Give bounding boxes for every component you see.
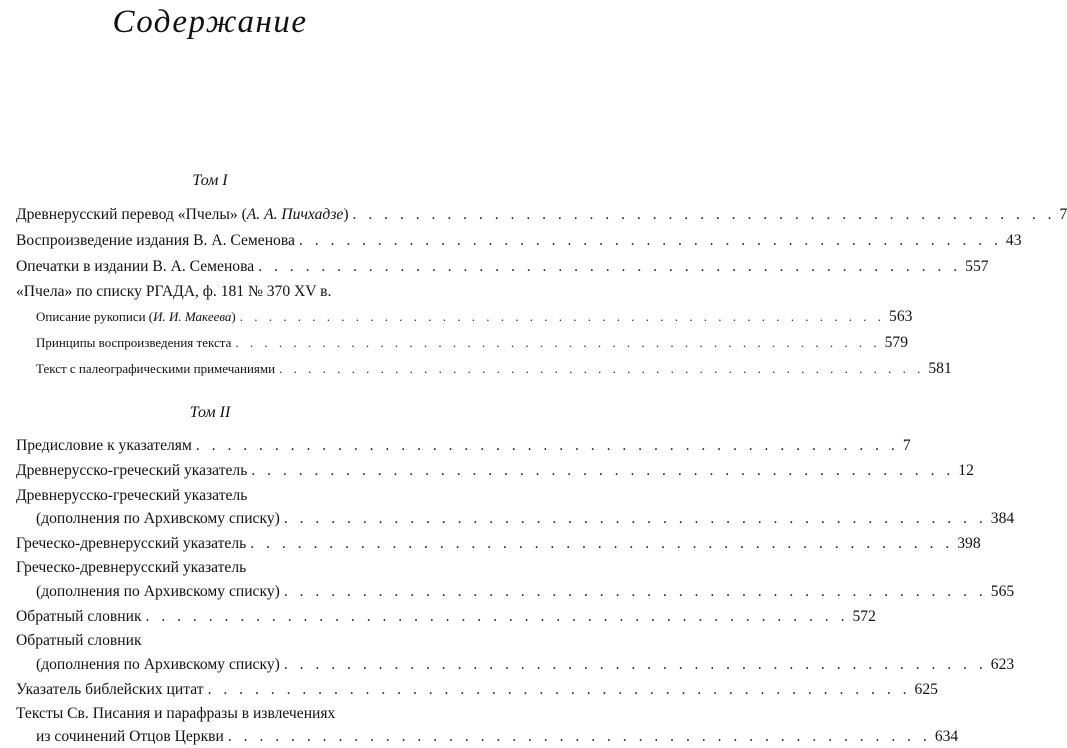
toc-entry-title-continued: (дополнения по Архивскому списку) — [36, 656, 280, 673]
toc-entry-v1-2[interactable] — [16, 229, 1022, 251]
toc-entry-title: Принципы воспроизведения текста — [36, 335, 232, 350]
toc-entry-v2-7b[interactable] — [36, 653, 1015, 675]
toc-entry-v1-5[interactable] — [36, 305, 913, 327]
leader-dots: . . . . . . . . . . . . . . . . . . . . . . . . . . . . . . . . . . . . . . . . . . . . . — [352, 206, 1056, 223]
toc-entry-title: Текст с палеографическими примечаниями — [36, 361, 276, 376]
leader-dots: . . . . . . . . . . . . . . . . . . . . . . . . . . . . . . . . . . . . . . . . . . . . . — [298, 232, 1002, 249]
toc-entry-v1-3[interactable] — [16, 255, 989, 277]
leader-dots: . . . . . . . . . . . . . . . . . . . . . . . . . . . . . . . . . . . . . . . . . . . . . — [258, 258, 962, 275]
toc-entry-v2-9b[interactable] — [36, 725, 959, 747]
toc-entry-page: 563 — [889, 308, 913, 325]
toc-entry-title: Греческо-древнерусский указатель — [16, 559, 247, 576]
leader-dots: . . . . . . . . . . . . . . . . . . . . . . . . . . . . . . . . . . . . . . . . . . . . . — [145, 608, 849, 625]
toc-entry-title: Обратный словник — [16, 608, 142, 625]
toc-entry-page: 398 — [957, 535, 981, 552]
volume-1-heading: Том I — [192, 172, 228, 189]
toc-entry-v1-7[interactable] — [36, 357, 952, 379]
toc-entry-title: «Пчела» по списку РГАДА, ф. 181 № 370 XV в. — [16, 283, 332, 300]
toc-entry-page: 12 — [958, 462, 974, 479]
toc-entry-page: 623 — [990, 656, 1015, 673]
leader-dots: . . . . . . . . . . . . . . . . . . . . . . . . . . . . . . . . . . . . . . . . . . . . . — [283, 583, 987, 600]
toc-entry-page: 384 — [990, 510, 1015, 527]
toc-entry-v2-8[interactable] — [16, 678, 938, 700]
leader-dots: . . . . . . . . . . . . . . . . . . . . . . . . . . . . . . . . . . . . . . . . . . . . . — [250, 535, 954, 552]
toc-entry-page: 7 — [902, 437, 911, 454]
toc-entry-v2-3a[interactable] — [16, 484, 406, 506]
toc-entry-title: Древнерусский перевод «Пчелы» (А. А. Пичхадзе) — [16, 206, 349, 223]
volume-2-heading: Том II — [189, 404, 231, 421]
leader-dots: . . . . . . . . . . . . . . . . . . . . . . . . . . . . . . . . . . . . . . . . . . . . . — [235, 335, 881, 350]
toc-entry-page: 634 — [934, 728, 959, 745]
toc-entry-v2-4[interactable] — [16, 532, 981, 554]
toc-entry-title: Воспроизведение издания В. А. Семенова — [16, 232, 295, 249]
toc-entry-v2-9a[interactable] — [16, 702, 406, 724]
toc-entry-v2-7a[interactable] — [16, 629, 406, 651]
leader-dots: . . . . . . . . . . . . . . . . . . . . . . . . . . . . . . . . . . . . . . . . . . . . . — [283, 656, 987, 673]
toc-entry-page: 579 — [884, 334, 909, 351]
toc-entry-v1-6[interactable] — [36, 331, 909, 353]
toc-entry-author: И. И. Макеева — [153, 309, 232, 324]
toc-entry-title: Обратный словник — [16, 632, 142, 649]
toc-entry-author: А. А. Пичхадзе — [246, 206, 344, 223]
toc-entry-title-continued: из сочинений Отцов Церкви — [36, 728, 224, 745]
toc-entry-v2-1[interactable] — [16, 434, 911, 456]
toc-entry-v2-5b[interactable] — [36, 580, 1015, 602]
toc-entry-page: 581 — [928, 360, 952, 377]
toc-entry-page: 572 — [852, 608, 876, 625]
toc-entry-page: 625 — [914, 681, 938, 698]
toc-entry-page: 7 — [1059, 206, 1067, 223]
toc-entry-v2-2[interactable] — [16, 459, 974, 481]
toc-entry-title: Указатель библейских цитат — [16, 681, 204, 698]
toc-entry-page: 43 — [1005, 232, 1022, 249]
toc-entry-title: Предисловие к указателям — [16, 437, 192, 454]
leader-dots: . . . . . . . . . . . . . . . . . . . . . . . . . . . . . . . . . . . . . . . . . . . . . — [239, 309, 886, 324]
toc-entry-title-continued: (дополнения по Архивскому списку) — [36, 510, 280, 527]
toc-entry-page: 565 — [990, 583, 1015, 600]
toc-entry-v2-5a[interactable] — [16, 556, 406, 578]
toc-entry-title: Тексты Св. Писания и парафразы в извлечениях — [16, 705, 336, 722]
toc-entry-title-continued: (дополнения по Архивскому списку) — [36, 583, 280, 600]
toc-entry-title: Древнерусско-греческий указатель — [16, 462, 248, 479]
toc-entry-v2-3b[interactable] — [36, 507, 1015, 529]
leader-dots: . . . . . . . . . . . . . . . . . . . . . . . . . . . . . . . . . . . . . . . . . . . . . — [195, 437, 899, 454]
toc-entry-title: Греческо-древнерусский указатель — [16, 535, 247, 552]
toc-entry-v2-6[interactable] — [16, 605, 876, 627]
leader-dots: . . . . . . . . . . . . . . . . . . . . . . . . . . . . . . . . . . . . . . . . . . . . . — [227, 728, 931, 745]
toc-entry-page: 557 — [965, 258, 989, 275]
toc-entry-title: Древнерусско-греческий указатель — [16, 487, 248, 504]
toc-entry-v1-4[interactable] — [16, 280, 406, 302]
toc-entry-title: Опечатки в издании В. А. Семенова — [16, 258, 255, 275]
leader-dots: . . . . . . . . . . . . . . . . . . . . . . . . . . . . . . . . . . . . . . . . . . . . . — [207, 681, 911, 698]
leader-dots: . . . . . . . . . . . . . . . . . . . . . . . . . . . . . . . . . . . . . . . . . . . . . — [283, 510, 987, 527]
leader-dots: . . . . . . . . . . . . . . . . . . . . . . . . . . . . . . . . . . . . . . . . . . . . . — [279, 361, 925, 376]
toc-entry-v1-1[interactable] — [16, 203, 1067, 225]
page-title: Содержание — [112, 4, 308, 40]
toc-entry-title: Описание рукописи (И. И. Макеева) — [36, 309, 236, 324]
leader-dots: . . . . . . . . . . . . . . . . . . . . . . . . . . . . . . . . . . . . . . . . . . . . . — [251, 462, 955, 479]
